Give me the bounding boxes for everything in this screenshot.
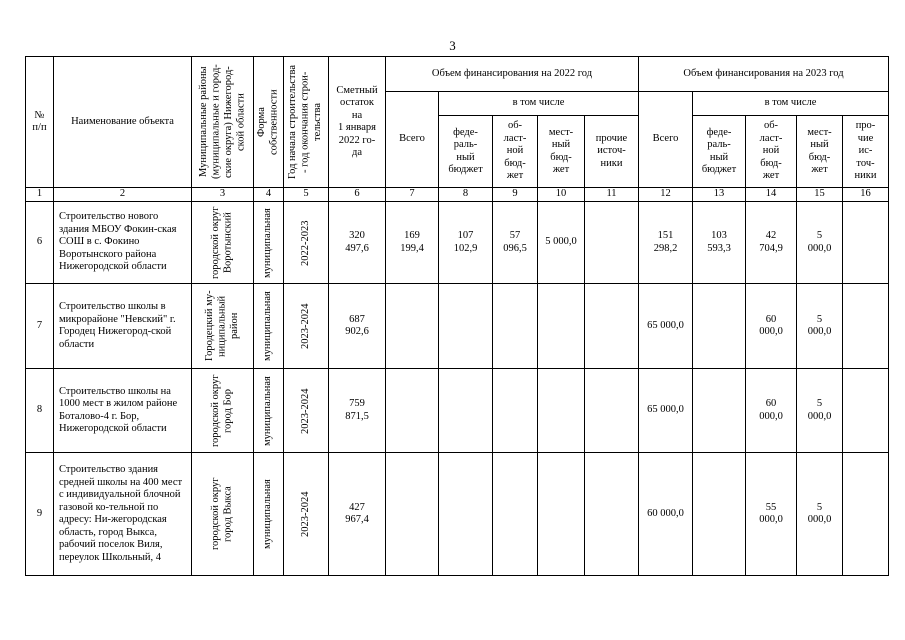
- other-2023: [843, 369, 889, 453]
- years: 2023-2024: [299, 303, 311, 349]
- object-name: Строительство школы на 1000 мест в жилом районе Боталово-4 г. Бор, Нижегородской области: [54, 369, 192, 453]
- total-2022: 169 199,4: [386, 202, 439, 284]
- colnum: 15: [797, 188, 843, 202]
- header-federal-2022: феде- раль- ный бюджет: [439, 116, 493, 188]
- local-2023: 5 000,0: [797, 369, 843, 453]
- other-2022: [585, 369, 639, 453]
- colnum: 12: [639, 188, 693, 202]
- header-district: Муниципальные районы (муниципальные и город- ские округа) Нижегород- ской области: [197, 64, 246, 180]
- colnum: 9: [493, 188, 538, 202]
- header-years: Год начала строительства - год окончания строи- тельства: [287, 65, 324, 179]
- regional-2023: 60 000,0: [746, 284, 797, 369]
- colnum: 14: [746, 188, 797, 202]
- years: 2022-2023: [299, 219, 311, 266]
- federal-2023: [693, 369, 746, 453]
- other-2023: [843, 453, 889, 576]
- financing-table: [25, 56, 889, 576]
- row-num: 7: [26, 284, 54, 369]
- header-total-2023: Всего: [639, 92, 693, 188]
- other-2023: [843, 202, 889, 284]
- regional-2022: [493, 453, 538, 576]
- column-numbers-row: [26, 188, 889, 202]
- federal-2023: 103 593,3: [693, 202, 746, 284]
- row-num: 9: [26, 453, 54, 576]
- regional-2023: 42 704,9: [746, 202, 797, 284]
- header-fin-2023: Объем финансирования на 2023 год: [639, 57, 889, 92]
- regional-2023: 60 000,0: [746, 369, 797, 453]
- colnum: 13: [693, 188, 746, 202]
- other-2022: [585, 284, 639, 369]
- district: городской округ город Выкса: [210, 477, 234, 551]
- total-2022: [386, 453, 439, 576]
- total-2023: 65 000,0: [639, 284, 693, 369]
- table-row: [26, 453, 889, 576]
- colnum: 5: [284, 188, 329, 202]
- colnum: 6: [329, 188, 386, 202]
- header-regional-2022: об- ласт- ной бюд- жет: [493, 116, 538, 188]
- colnum: 3: [192, 188, 254, 202]
- header-row-1: [26, 57, 889, 92]
- page-number: 3: [449, 38, 456, 53]
- ownership: муниципальная: [262, 375, 274, 446]
- regional-2023: 55 000,0: [746, 453, 797, 576]
- district: городской округ город Бор: [210, 374, 234, 447]
- table-row: [26, 369, 889, 453]
- federal-2023: [693, 453, 746, 576]
- header-balance: Сметный остаток на 1 января 2022 го- да: [329, 57, 386, 188]
- table-row: [26, 284, 889, 369]
- header-other-2023: про- чие ис- точ- ники: [843, 116, 889, 188]
- other-2022: [585, 202, 639, 284]
- regional-2022: [493, 369, 538, 453]
- row-num: 6: [26, 202, 54, 284]
- ownership: муниципальная: [262, 207, 274, 278]
- colnum: 11: [585, 188, 639, 202]
- federal-2023: [693, 284, 746, 369]
- federal-2022: [439, 284, 493, 369]
- object-name: Строительство школы в микрорайоне "Невский" г. Городец Нижегород-ской области: [54, 284, 192, 369]
- header-regional-2023: об- ласт- ной бюд- жет: [746, 116, 797, 188]
- header-local-2023: мест- ный бюд- жет: [797, 116, 843, 188]
- object-name: Строительство нового здания МБОУ Фокин-ская СОШ в с. Фокино Воротынского района Нижегородской области: [54, 202, 192, 284]
- colnum: 10: [538, 188, 585, 202]
- years: 2023-2024: [299, 491, 311, 537]
- balance: 427 967,4: [329, 453, 386, 576]
- federal-2022: [439, 369, 493, 453]
- district: Городецкий му- ниципальный район: [203, 290, 240, 362]
- header-num: № п/п: [26, 57, 54, 188]
- ownership: муниципальная: [262, 291, 274, 361]
- local-2022: 5 000,0: [538, 202, 585, 284]
- local-2022: [538, 369, 585, 453]
- local-2023: 5 000,0: [797, 202, 843, 284]
- local-2022: [538, 453, 585, 576]
- federal-2022: [439, 453, 493, 576]
- header-local-2022: мест- ный бюд- жет: [538, 116, 585, 188]
- colnum: 8: [439, 188, 493, 202]
- header-name: Наименование объекта: [54, 57, 192, 188]
- header-fin-2022: Объем финансирования на 2022 год: [386, 57, 639, 92]
- local-2022: [538, 284, 585, 369]
- colnum: 4: [254, 188, 284, 202]
- balance: 687 902,6: [329, 284, 386, 369]
- ownership: муниципальная: [262, 479, 274, 549]
- row-num: 8: [26, 369, 54, 453]
- district: городской округ Воротынский: [210, 206, 234, 279]
- total-2023: 65 000,0: [639, 369, 693, 453]
- regional-2022: [493, 284, 538, 369]
- colnum: 1: [26, 188, 54, 202]
- object-name: Строительство здания средней школы на 400 мест с индивидуальной блочной газовой ко-тельной по адресу: Ни-жегородская область, город Выкса, рабочий поселок Виля, переулок Школьный, 4: [54, 453, 192, 576]
- federal-2022: 107 102,9: [439, 202, 493, 284]
- total-2023: 60 000,0: [639, 453, 693, 576]
- other-2022: [585, 453, 639, 576]
- other-2023: [843, 284, 889, 369]
- local-2023: 5 000,0: [797, 453, 843, 576]
- balance: 320 497,6: [329, 202, 386, 284]
- total-2023: 151 298,2: [639, 202, 693, 284]
- total-2022: [386, 369, 439, 453]
- colnum: 16: [843, 188, 889, 202]
- header-including-2023: в том числе: [693, 92, 889, 116]
- balance: 759 871,5: [329, 369, 386, 453]
- colnum: 2: [54, 188, 192, 202]
- header-other-2022: прочие источ- ники: [585, 116, 639, 188]
- years: 2023-2024: [299, 387, 311, 434]
- header-including-2022: в том числе: [439, 92, 639, 116]
- local-2023: 5 000,0: [797, 284, 843, 369]
- colnum: 7: [386, 188, 439, 202]
- table-row: [26, 202, 889, 284]
- regional-2022: 57 096,5: [493, 202, 538, 284]
- header-federal-2023: феде- раль- ный бюджет: [693, 116, 746, 188]
- total-2022: [386, 284, 439, 369]
- header-ownership: Форма собственности: [256, 89, 280, 155]
- header-total-2022: Всего: [386, 92, 439, 188]
